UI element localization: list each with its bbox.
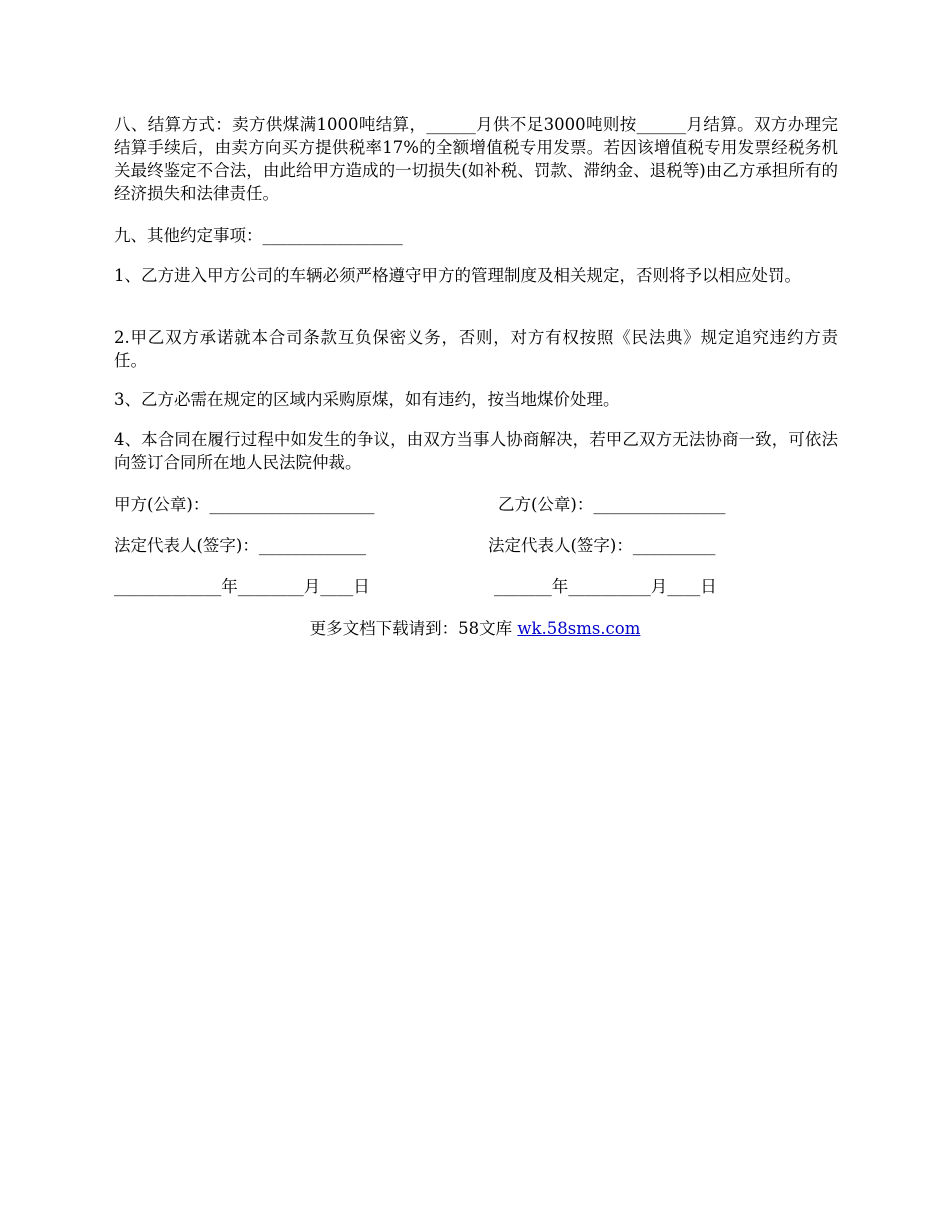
other-terms-heading: 九、其他约定事项：_________________ bbox=[114, 226, 403, 245]
party-b-seal-line: 乙方(公章)：________________ bbox=[498, 495, 726, 514]
party-b-representative-line: 法定代表人(签字)：__________ bbox=[488, 536, 716, 555]
term-item-4: 4、本合同在履行过程中如发生的争议，由双方当事人协商解决，若甲乙双方无法协商一致，可依法向签订合同所在地人民法院仲裁。 bbox=[114, 430, 838, 472]
term-item-3: 3、乙方必需在规定的区域内采购原煤，如有违约，按当地煤价处理。 bbox=[114, 390, 620, 409]
term-item-1: 1、乙方进入甲方公司的车辆必须严格遵守甲方的管理制度及相关规定，否则将予以相应处罚。 bbox=[114, 266, 801, 285]
term-item-2: 2.甲乙双方承诺就本合司条款互负保密义务，否则，对方有权按照《民法典》规定追究违约方责任。 bbox=[114, 328, 838, 370]
party-b-date-line: _______年__________月____日 bbox=[494, 577, 717, 596]
party-a-representative-line: 法定代表人(签字)：_____________ bbox=[114, 536, 367, 555]
footer-link[interactable]: wk.58sms.com bbox=[517, 619, 641, 638]
party-a-seal-line: 甲方(公章)：____________________ bbox=[114, 495, 375, 514]
download-footer bbox=[0, 617, 950, 640]
party-a-date-line: _____________年________月____日 bbox=[114, 577, 370, 596]
settlement-clause: 八、结算方式：卖方供煤满1000吨结算，______月供不足3000吨则按______月结算。双方办理完结算手续后，由卖方向买方提供税率17%的全额增值税专用发票。若因该增值税专用发票经税务机关最终鉴定不合法，由此给甲方造成的一切损失(如补税、罚款、滞纳金、退税等)由乙方承担所有的经济损失和法律责任。 bbox=[114, 115, 838, 203]
footer-text: 更多文档下载请到：58文库 bbox=[309, 619, 518, 638]
